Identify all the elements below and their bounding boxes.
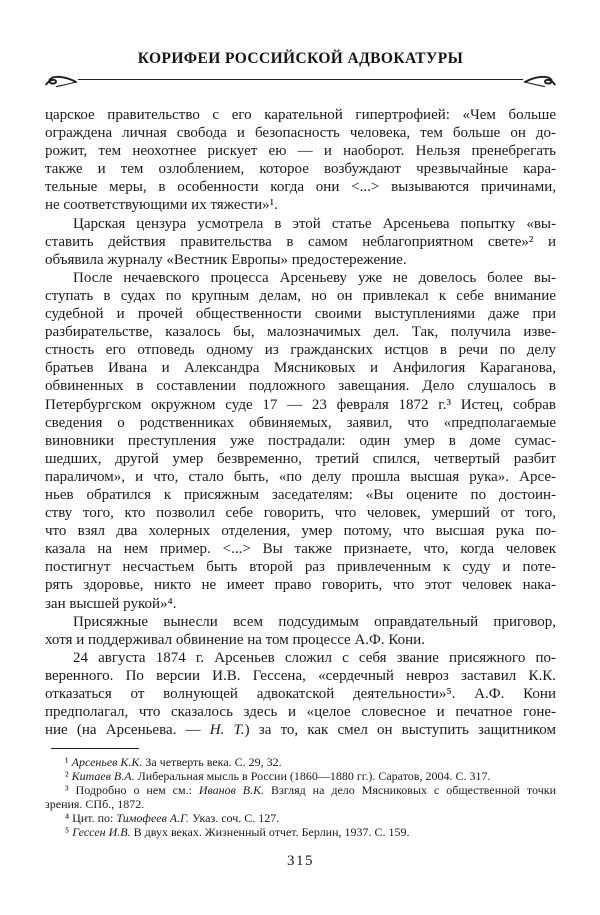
text-line: ограждена личная свобода и безопасность человека, тем больше он до- — [45, 125, 556, 142]
text-line — [45, 826, 556, 840]
text-line — [45, 784, 556, 798]
text-line: ству того, кто позволил себе говорить, что человек, умерший от того, — [45, 505, 556, 522]
text-line: постигнут несчастьем быть второй раз привлеченным к суду и поте- — [45, 559, 556, 576]
text-line: веренного. По версии И.В. Гессена, «сердечный невроз заставил К.К. — [45, 667, 556, 684]
text-line: хотя и поддерживал обвинение на том процессе А.Ф. Кони. — [45, 631, 425, 648]
text-line: рять здоровье, никто не имеет право говорить, что этот человек нака- — [45, 577, 556, 594]
footnote — [45, 784, 556, 812]
text-line: зан высшей рукой»⁴. — [45, 595, 177, 612]
text-segment: Указ. соч. С. 127. — [189, 810, 280, 825]
text-line: Петербургском окружном суде 17 — 23 февраля 1872 г.³ Истец, собрав — [45, 396, 556, 413]
text-line: разбирательстве, казалось бы, малозначимых дел. Так, получила изве- — [45, 324, 556, 341]
running-header — [45, 50, 556, 89]
header-ornament — [45, 73, 556, 89]
text-segment: Либеральная мысль в России (1860—1880 гг.). Саратов, 2004. С. 317. — [134, 769, 491, 784]
footnote — [45, 826, 556, 840]
text-line: После нечаевского процесса Арсеньеву уже не довелось более вы- — [73, 269, 556, 286]
text-line: ньев обратился к присяжным заседателям: «Вы оцените по достоин- — [45, 486, 556, 503]
text-line: рожит, тем неохотнее рискует ею — и наоборот. Нельзя пренебрегать — [45, 143, 556, 160]
text-line: судебной и прочей общественности своими выступлениями даже при — [45, 306, 556, 323]
text-line: казала на нем пример. <...> Вы также признаете, что, когда человек — [45, 541, 556, 558]
paragraph — [45, 106, 556, 215]
text-segment: ⁵ — [65, 824, 73, 839]
text-segment: ние (на Арсеньева. — — [45, 722, 210, 739]
footnote — [45, 770, 556, 784]
footnote-separator — [51, 748, 139, 749]
italic-text-segment: Китаев В.А. — [71, 769, 135, 784]
text-segment: Взгляд на дело Мясниковых с общественной точки — [264, 783, 556, 798]
text-line: не соответствующими их тяжести»¹. — [45, 197, 278, 214]
text-line: объявила журналу «Вестник Европы» предостережение. — [45, 251, 407, 268]
header-title: КОРИФЕИ РОССИЙСКОЙ АДВОКАТУРЫ — [137, 50, 464, 67]
footnote — [45, 756, 556, 770]
text-segment: ) за то, как смел он выступить защитником — [244, 722, 556, 739]
text-segment: ⁴ Цит. по: — [65, 810, 117, 825]
text-line: предполагал, что сказалось здесь и «целое словесное и печатное гоне- — [45, 704, 556, 721]
italic-text-segment: Арсеньев К.К. — [71, 755, 143, 770]
text-line — [45, 721, 556, 739]
text-segment: ¹ — [65, 755, 72, 770]
italic-text-segment: Н. Т. — [209, 722, 245, 739]
footnote — [45, 812, 556, 826]
text-segment: За четверть века. С. 29, 32. — [142, 755, 282, 770]
text-line: что взял два холерных отделения, умер потому, что высшая рука по- — [45, 523, 556, 540]
text-line: 24 августа 1874 г. Арсеньев сложил с себя звание присяжного по- — [73, 649, 556, 666]
text-line: Царская цензура усмотрела в этой статье Арсеньева попытку «вы- — [73, 215, 556, 232]
text-segment: ³ Подробно о нем см.: — [65, 783, 199, 798]
text-line: ставить действия правительства в самом неблагоприятном свете»² и — [45, 233, 556, 250]
text-line: виновники преступления уже пострадали: один умер в доме сумас- — [45, 432, 556, 449]
text-line: ступать в судах по крупным делам, но он привлекал к себе внимание — [45, 287, 556, 304]
page-number: 315 — [287, 852, 314, 869]
text-segment: ² — [65, 769, 72, 784]
text-line: братьев Ивана и Александра Мясниковых и Анфилогия Караганова, — [45, 360, 556, 377]
italic-text-segment: Тимофеев А.Г. — [116, 810, 190, 825]
text-line: зрения. СПб., 1872. — [45, 797, 145, 811]
text-line — [45, 812, 556, 826]
footnotes — [45, 756, 556, 839]
text-line: Присяжные вынесли всем подсудимым оправдательный приговор, — [73, 613, 556, 630]
italic-text-segment: Гессен И.В. — [72, 824, 131, 839]
text-line: обвиненных в составлении подложного завещания. Дело слушалось в — [45, 378, 556, 395]
text-line: царское правительство с его карательной гипертрофией: «Чем больше — [45, 107, 556, 123]
paragraph — [45, 649, 556, 739]
paragraph — [45, 215, 556, 269]
calligraphic-swash-left-icon — [45, 73, 77, 89]
text-line: также и тем озлоблением, которое возбуждают чрезвычайные кара- — [45, 161, 556, 178]
text-line — [45, 770, 556, 784]
text-line: шедших, другой умер безвременно, третий спился, четвертый разбит — [45, 450, 556, 467]
text-line — [45, 756, 556, 770]
paragraph — [45, 613, 556, 649]
page-body — [45, 106, 556, 739]
text-line: параличом», и что, стало быть, «по делу прошла высшая рука». Арсе- — [45, 468, 556, 485]
calligraphic-swash-right-icon — [524, 73, 556, 89]
paragraph — [45, 269, 556, 613]
ornament-rule — [78, 79, 523, 80]
text-line: сведения о родственниках обвиняемых, заявил, что «предполагаемые — [45, 414, 556, 431]
text-line: отказаться от волнующей адвокатской деятельности»⁵. А.Ф. Кони — [45, 686, 556, 702]
italic-text-segment: Иванов В.К. — [198, 783, 265, 798]
text-segment: В двух веках. Жизненный отчет. Берлин, 1937. С. 159. — [130, 824, 410, 839]
text-line: стность его отповедь одному из гражданских истцов в речи по делу — [45, 342, 556, 359]
text-line: тельные меры, в особенности когда они <...> вызываются причинами, — [45, 179, 556, 196]
